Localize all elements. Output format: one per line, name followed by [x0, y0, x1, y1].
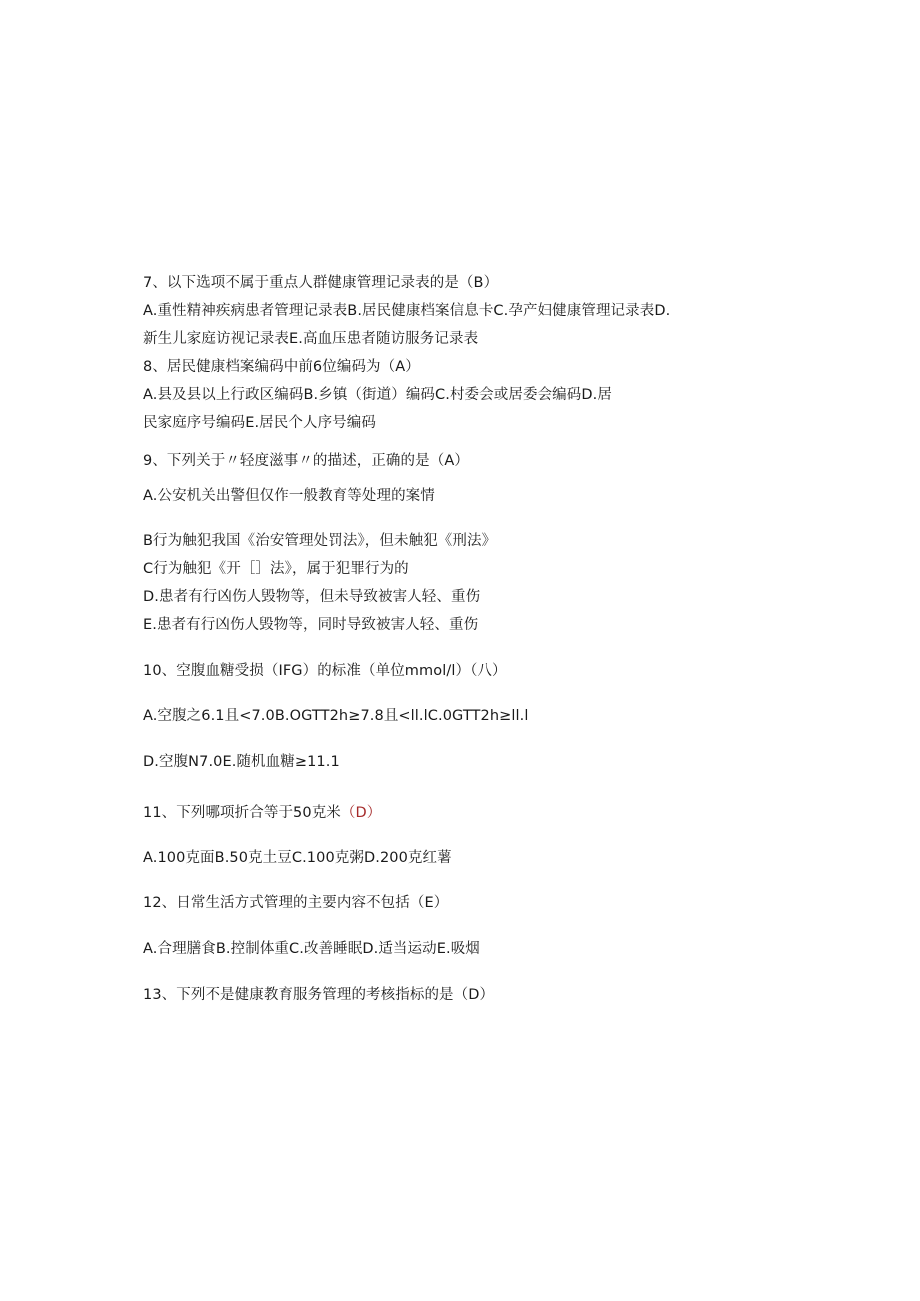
question-7-options-line-2: 新生儿家庭访视记录表E.高血压患者随访服务记录表 — [143, 331, 479, 347]
question-9-option-c: C行为触犯《开［］法》，属于犯罪行为的 — [143, 561, 409, 577]
question-10-options-line-1: A.空腹之6.1且<7.0B.OGTT2h≥7.8且<ll.lC.0GTT2h≥ll.l — [143, 708, 529, 724]
question-9-option-a: A.公安机关出警但仅作一般教育等处理的案情 — [143, 488, 435, 504]
question-11-options: A.100克面B.50克土豆C.100克粥D.200克红薯 — [143, 850, 452, 866]
question-12-options: A.合理膳食B.控制体重C.改善睡眠D.适当运动E.吸烟 — [143, 941, 480, 957]
question-9-option-b: B行为触犯我国《治安管理处罚法》，但未触犯《刑法》 — [143, 533, 497, 549]
question-8-options-line-2: 民家庭序号编码E.居民个人序号编码 — [143, 415, 376, 431]
question-11-answer: （D） — [340, 805, 382, 821]
question-7-options-line-1: A.重性精神疾病患者管理记录表B.居民健康档案信息卡C.孕产妇健康管理记录表D. — [143, 303, 671, 319]
question-9-option-d: D.患者有行凶伤人毁物等，但未导致被害人轻、重伤 — [143, 589, 481, 605]
question-8-stem: 8、居民健康档案编码中前6位编码为（A） — [143, 359, 420, 375]
question-7-stem: 7、以下选项不属于重点人群健康管理记录表的是（B） — [143, 275, 499, 291]
question-12-stem: 12、日常生活方式管理的主要内容不包括（E） — [143, 895, 449, 911]
question-8-options-line-1: A.县及县以上行政区编码B.乡镇（街道）编码C.村委会或居委会编码D.居 — [143, 387, 612, 403]
question-10-options-line-2: D.空腹N7.0E.随机血糖≥11.1 — [143, 754, 340, 770]
question-13-stem: 13、下列不是健康教育服务管理的考核指标的是（D） — [143, 987, 495, 1003]
question-10-stem: 10、空腹血糖受损（IFG）的标准（单位mmol/l）（八） — [143, 663, 507, 679]
question-9-option-e: E.患者有行凶伤人毁物等，同时导致被害人轻、重伤 — [143, 617, 479, 633]
question-9-stem: 9、下列关于〃轻度滋事〃的描述，正确的是（A） — [143, 453, 469, 469]
question-11-stem — [143, 803, 381, 823]
question-11-stem-text: 11、下列哪项折合等于50克米 — [143, 805, 341, 821]
